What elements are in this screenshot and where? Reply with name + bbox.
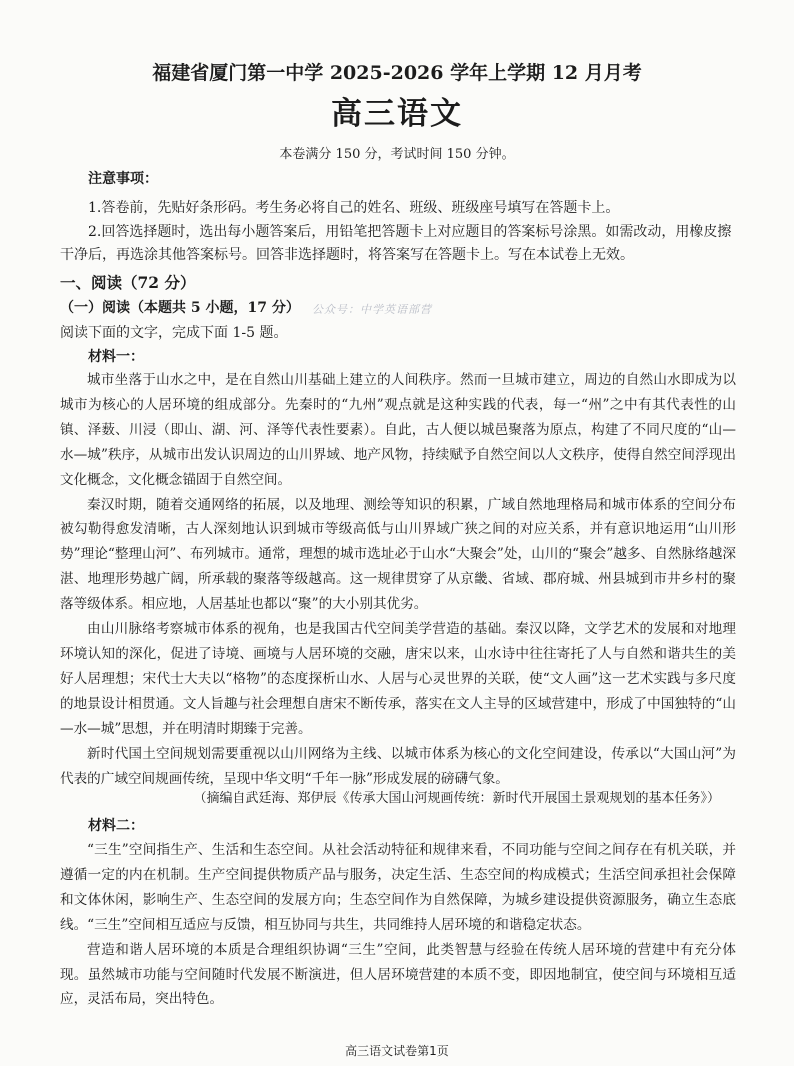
notice-list	[60, 197, 736, 268]
notice-heading: 注意事项：	[88, 171, 158, 187]
material-2-paragraph: “三生”空间指生产、生活和生态空间。从社会活动特征和规律来看，不同功能与空间之间存在有机关联，并遵循一定的内在机制。生产空间提供物质产品与服务，决定生活、生态空间的构成模式；生活空间承担社会保障和文体休闲，影响生产、生态空间的发展方向；生态空间作为自然保障，为城乡建设提供资源服务，确立生态底线。“三生”空间相互适应与反馈，相互协同与共生，共同维持人居环境的和谐稳定状态。	[60, 842, 736, 933]
material-2-label: 材料二：	[88, 818, 144, 834]
material-2-paragraph: 营造和谐人居环境的本质是合理组织协调“三生”空间，此类智慧与经验在传统人居环境的营建中有充分体现。虽然城市功能与空间随时代发展不断演进，但人居环境营建的本质不变，即因地制宜，使空间与环境相互适应，灵活布局，突出特色。	[60, 941, 736, 1008]
page-footer: 高三语文试卷第1页	[345, 1044, 449, 1058]
material-1-source: （摘编自武廷海、郑伊辰《传承大国山河规画传统：新时代开展国土景观规划的基本任务》）	[193, 791, 720, 806]
exam-title: 福建省厦门第一中学 2025-2026 学年上学期 12 月月考	[152, 62, 642, 84]
material-1-paragraph: 城市坐落于山水之中，是在自然山川基础上建立的人间秩序。然而一旦城市建立，周边的自然山水即成为以城市为核心的人居环境的组成部分。先秦时的“九州”观点就是这种实践的代表，每一“州”之中有其代表性的山镇、泽薮、川浸（即山、湖、河、泽等代表性要素）。自此，古人便以城邑聚落为原点，构建了不同尺度的“山—水—城”秩序，从城市出发认识周边的山川界域、地产风物，持续赋予自然空间以人文秩序，使得自然空间浮现出文化概念，文化概念锚固于自然空间。	[60, 372, 736, 488]
notice-item-2: 2.回答选择题时，选出每小题答案后，用铅笔把答题卡上对应题目的答案标号涂黑。如需改动，用橡皮擦干净后，再选涂其他答案标号。回答非选择题时，将答案写在答题卡上。写在本试卷上无效。	[60, 223, 732, 263]
material-2-passage	[60, 838, 736, 1012]
section-heading: 一、阅读（72 分）	[60, 273, 196, 292]
material-1-label: 材料一：	[88, 349, 144, 365]
material-1-paragraph: 秦汉时期，随着交通网络的拓展，以及地理、测绘等知识的积累，广域自然地理格局和城市体系的空间分布被勾勒得愈发清晰，古人深刻地认识到城市等级高低与山川界域广狭之间的对应关系，并有意识地运用“山川形势”理论“整理山河”、布列城市。通常，理想的城市选址必于山水“大聚会”处，山川的“聚会”越多、自然脉络越深湛、地理形势越广阔，所承载的聚落等级越高。这一规律贯穿了从京畿、省域、郡府城、州县城到市井乡村的聚落等级体系。相应地，人居基址也都以“聚”的大小别其优劣。	[60, 496, 736, 613]
exam-info: 本卷满分 150 分，考试时间 150 分钟。	[279, 147, 515, 162]
material-1-passage	[60, 368, 736, 791]
watermark: 公众号：中学英语部营	[312, 303, 432, 316]
sub-heading: （一）阅读（本题共 5 小题，17 分）	[60, 300, 300, 316]
subject-title: 高三语文	[331, 96, 463, 132]
material-1-paragraph: 新时代国土空间规划需要重视以山川网络为主线、以城市体系为核心的文化空间建设，传承以“大国山河”为代表的广域空间规画传统，呈现中华文明“千年一脉”形成发展的磅礴气象。	[60, 745, 736, 787]
notice-item-1: 1.答卷前，先贴好条形码。考生务必将自己的姓名、班级、班级座号填写在答题卡上。	[88, 200, 620, 216]
instruction: 阅读下面的文字，完成下面 1-5 题。	[60, 325, 288, 341]
material-1-paragraph: 由山川脉络考察城市体系的视角，也是我国古代空间美学营造的基础。秦汉以降，文学艺术的发展和对地理环境认知的深化，促进了诗境、画境与人居环境的交融，唐宋以来，山水诗中往往寄托了人与自然和谐共生的美好人居理想；宋代士大夫以“格物”的态度探析山水、人居与心灵世界的关联，使“文人画”这一艺术实践与多尺度的地景设计相贯通。文人旨趣与社会理想自唐宋不断传承，落实在文人主导的区域营建中，形成了中国独特的“山—水—城”思想，并在明清时期臻于完善。	[60, 621, 736, 737]
